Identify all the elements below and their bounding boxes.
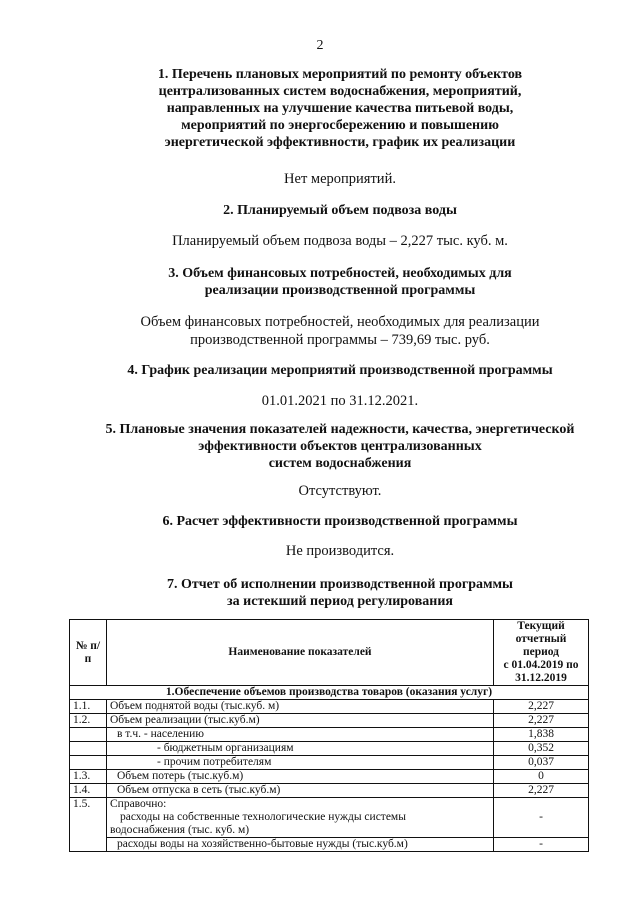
table-row xyxy=(70,756,589,770)
row-number xyxy=(70,742,107,756)
row-number: 1.3. xyxy=(70,770,107,784)
row-line: водоснабжения (тыс. куб. м) xyxy=(110,824,250,836)
title-line: централизованных систем водоснабжения, мероприятий, xyxy=(158,84,522,99)
header-line: отчетный период xyxy=(515,633,567,658)
section-5-title xyxy=(50,421,630,472)
section-2-title: 2. Планируемый объем подвоза воды xyxy=(223,203,457,218)
table-row xyxy=(70,700,589,714)
row-number: 1.5. xyxy=(70,798,107,852)
title-line: направленных на улучшение качества питьевой воды, xyxy=(166,101,514,116)
section-4-title: 4. График реализации мероприятий производственной программы xyxy=(127,363,553,378)
table-row xyxy=(70,784,589,798)
table-row xyxy=(70,742,589,756)
row-number: 1.1. xyxy=(70,700,107,714)
section-1-title xyxy=(70,66,610,151)
row-number xyxy=(70,756,107,770)
title-line: эффективности объектов централизованных xyxy=(198,439,482,454)
section-3-title xyxy=(70,265,610,299)
row-name: Объем отпуска в сеть (тыс.куб.м) xyxy=(107,784,494,798)
table-row xyxy=(70,798,589,838)
section-2-text: Планируемый объем подвоза воды – 2,227 тыс. куб. м. xyxy=(172,233,508,249)
table-header-row xyxy=(70,620,589,686)
table-row xyxy=(70,838,589,852)
title-line: 1. Перечень плановых мероприятий по ремонту объектов xyxy=(157,67,523,82)
reference-label: Справочно: xyxy=(110,798,167,810)
title-line: мероприятий по энергосбережению и повышению xyxy=(181,118,499,133)
row-value: 0,352 xyxy=(494,742,589,756)
section-6-text: Не производится. xyxy=(285,543,395,559)
section-heading: 1.Обеспечение объемов производства товаров (оказания услуг) xyxy=(70,686,589,700)
row-value: - xyxy=(494,798,589,838)
row-name: - бюджетным организациям xyxy=(107,742,494,756)
title-line: за истекший период регулирования xyxy=(227,594,453,609)
report-table xyxy=(69,619,589,852)
header-line: с 01.04.2019 по xyxy=(503,659,579,671)
row-value: 2,227 xyxy=(494,700,589,714)
text-line: Объем финансовых потребностей, необходимых для реализации xyxy=(140,314,540,330)
row-value: 1,838 xyxy=(494,728,589,742)
table-row xyxy=(70,770,589,784)
row-number xyxy=(70,728,107,742)
header-line: Текущий xyxy=(517,620,565,632)
row-name: Объем реализации (тыс.куб.м) xyxy=(107,714,494,728)
header-number: № п/п xyxy=(70,620,107,686)
row-value: 2,227 xyxy=(494,714,589,728)
title-line: 3. Объем финансовых потребностей, необходимых для xyxy=(168,266,512,281)
section-3-text xyxy=(60,313,620,349)
section-6-title: 6. Расчет эффективности производственной программы xyxy=(162,514,518,529)
section-5-text: Отсутствуют. xyxy=(298,483,382,499)
title-line: энергетической эффективности, график их реализации xyxy=(164,135,516,150)
row-name: - прочим потребителям xyxy=(107,756,494,770)
header-current-period xyxy=(494,620,589,686)
row-name: Объем поднятой воды (тыс.куб. м) xyxy=(107,700,494,714)
row-value: - xyxy=(494,838,589,852)
row-name: в т.ч. - населению xyxy=(107,728,494,742)
section-7-title xyxy=(70,576,610,610)
row-name: Объем потерь (тыс.куб.м) xyxy=(107,770,494,784)
section-1-text: Нет мероприятий. xyxy=(284,171,396,187)
title-line: 7. Отчет об исполнении производственной программы xyxy=(166,577,513,592)
row-name: расходы воды на хозяйственно-бытовые нужды (тыс.куб.м) xyxy=(107,838,494,852)
title-line: систем водоснабжения xyxy=(268,456,412,471)
section-4-text: 01.01.2021 по 31.12.2021. xyxy=(261,393,419,409)
row-number: 1.2. xyxy=(70,714,107,728)
row-line: расходы на собственные технологические нужды системы xyxy=(120,811,406,823)
table-section-row xyxy=(70,686,589,700)
row-value: 0 xyxy=(494,770,589,784)
header-indicator-name: Наименование показателей xyxy=(107,620,494,686)
row-name xyxy=(107,798,494,838)
header-line: 31.12.2019 xyxy=(515,672,567,684)
table-row xyxy=(70,714,589,728)
page-number: 2 xyxy=(316,38,324,53)
row-value: 2,227 xyxy=(494,784,589,798)
title-line: реализации производственной программы xyxy=(204,283,476,298)
table-row xyxy=(70,728,589,742)
row-value: 0,037 xyxy=(494,756,589,770)
title-line: 5. Плановые значения показателей надежности, качества, энергетической xyxy=(105,422,575,437)
text-line: производственной программы – 739,69 тыс. руб. xyxy=(190,332,490,348)
row-number: 1.4. xyxy=(70,784,107,798)
